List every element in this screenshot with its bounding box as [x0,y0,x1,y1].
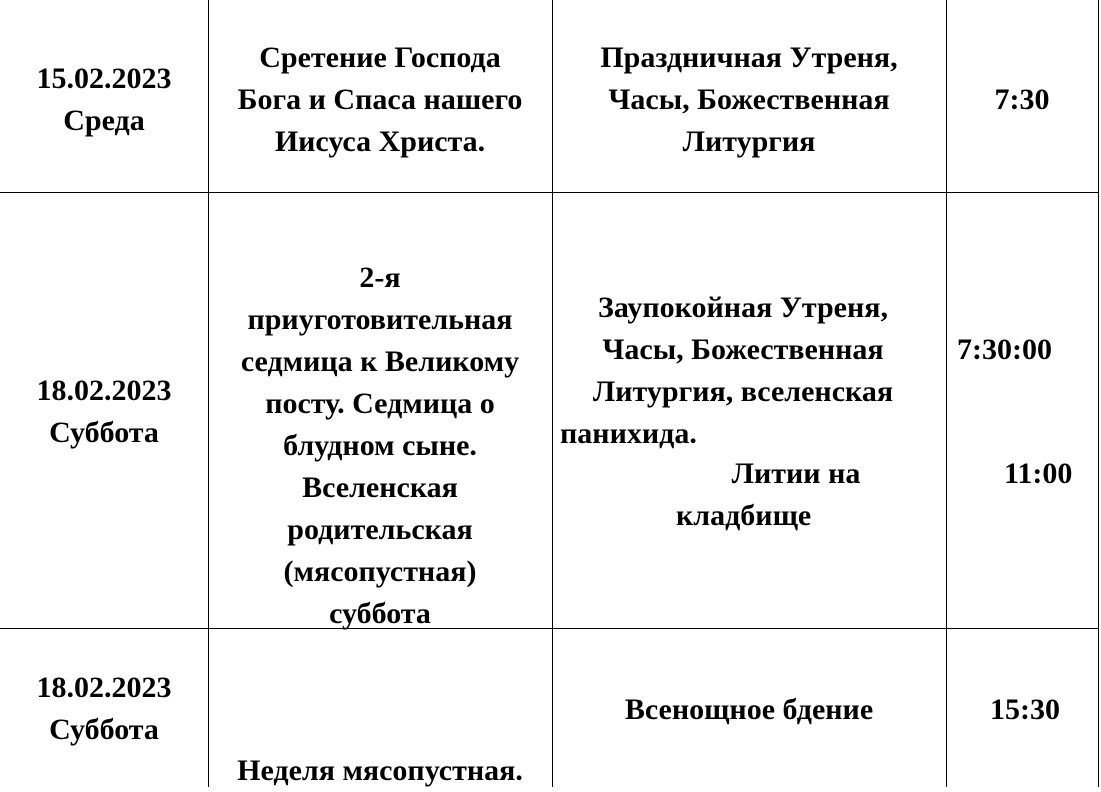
service-line: Часы, Божественная [602,333,884,366]
feast-line: Бога и Спаса нашего [237,83,523,116]
grid-line [0,192,1099,193]
time: 7:30:00 [957,333,1052,366]
feast-line: Неделя мясопустная. [237,754,523,787]
feast-line: родительская [287,513,473,546]
feast-line: 2-я [359,261,401,294]
date-cell [0,667,208,751]
time-cell [946,79,1098,121]
feast-line: седмица к Великому [240,345,520,378]
feast-cell [208,37,552,163]
time-cell [946,329,1098,371]
service-line: Часы, Божественная [608,83,890,116]
service-line: Литургия [682,125,816,158]
feast-line: Иисуса Христа. [274,125,486,158]
service-line: Праздничная Утреня, [600,41,898,74]
time-extra: 11:00 [1004,457,1073,490]
service-extra-line: кладбище [676,499,812,532]
weekday: Суббота [49,713,159,746]
feast-cell [208,750,552,792]
date: 15.02.2023 [36,62,172,95]
service-cell [552,689,946,731]
feast-line: приуготовительная [247,303,513,336]
date-cell [0,370,208,454]
service-cell [552,37,946,163]
feast-line: (мясопустная) [283,555,477,588]
feast-line: суббота [329,597,431,630]
weekday: Среда [63,104,145,137]
service-extra-line: Литии на [731,457,861,490]
time: 15:30 [990,693,1060,726]
feast-line: блудном сыне. [283,429,477,462]
time: 7:30 [994,83,1050,116]
feast-line: Вселенская [302,471,458,504]
service-extra-cell [660,453,900,537]
grid-line [1098,0,1099,787]
weekday: Суббота [49,416,159,449]
service-line: Всенощное бдение [624,693,874,726]
service-cell [560,287,926,455]
feast-cell [208,257,552,635]
date-cell [0,58,208,142]
time-cell [946,689,1098,731]
service-line: панихида. [560,417,697,450]
feast-line: посту. Седмица о [265,387,495,420]
service-line: Литургия, вселенская [592,375,894,408]
feast-line: Сретение Господа [259,41,501,74]
service-line: Заупокойная Утреня, [598,291,888,324]
time-extra-cell [946,453,1098,495]
date: 18.02.2023 [36,374,172,407]
date: 18.02.2023 [36,671,172,704]
